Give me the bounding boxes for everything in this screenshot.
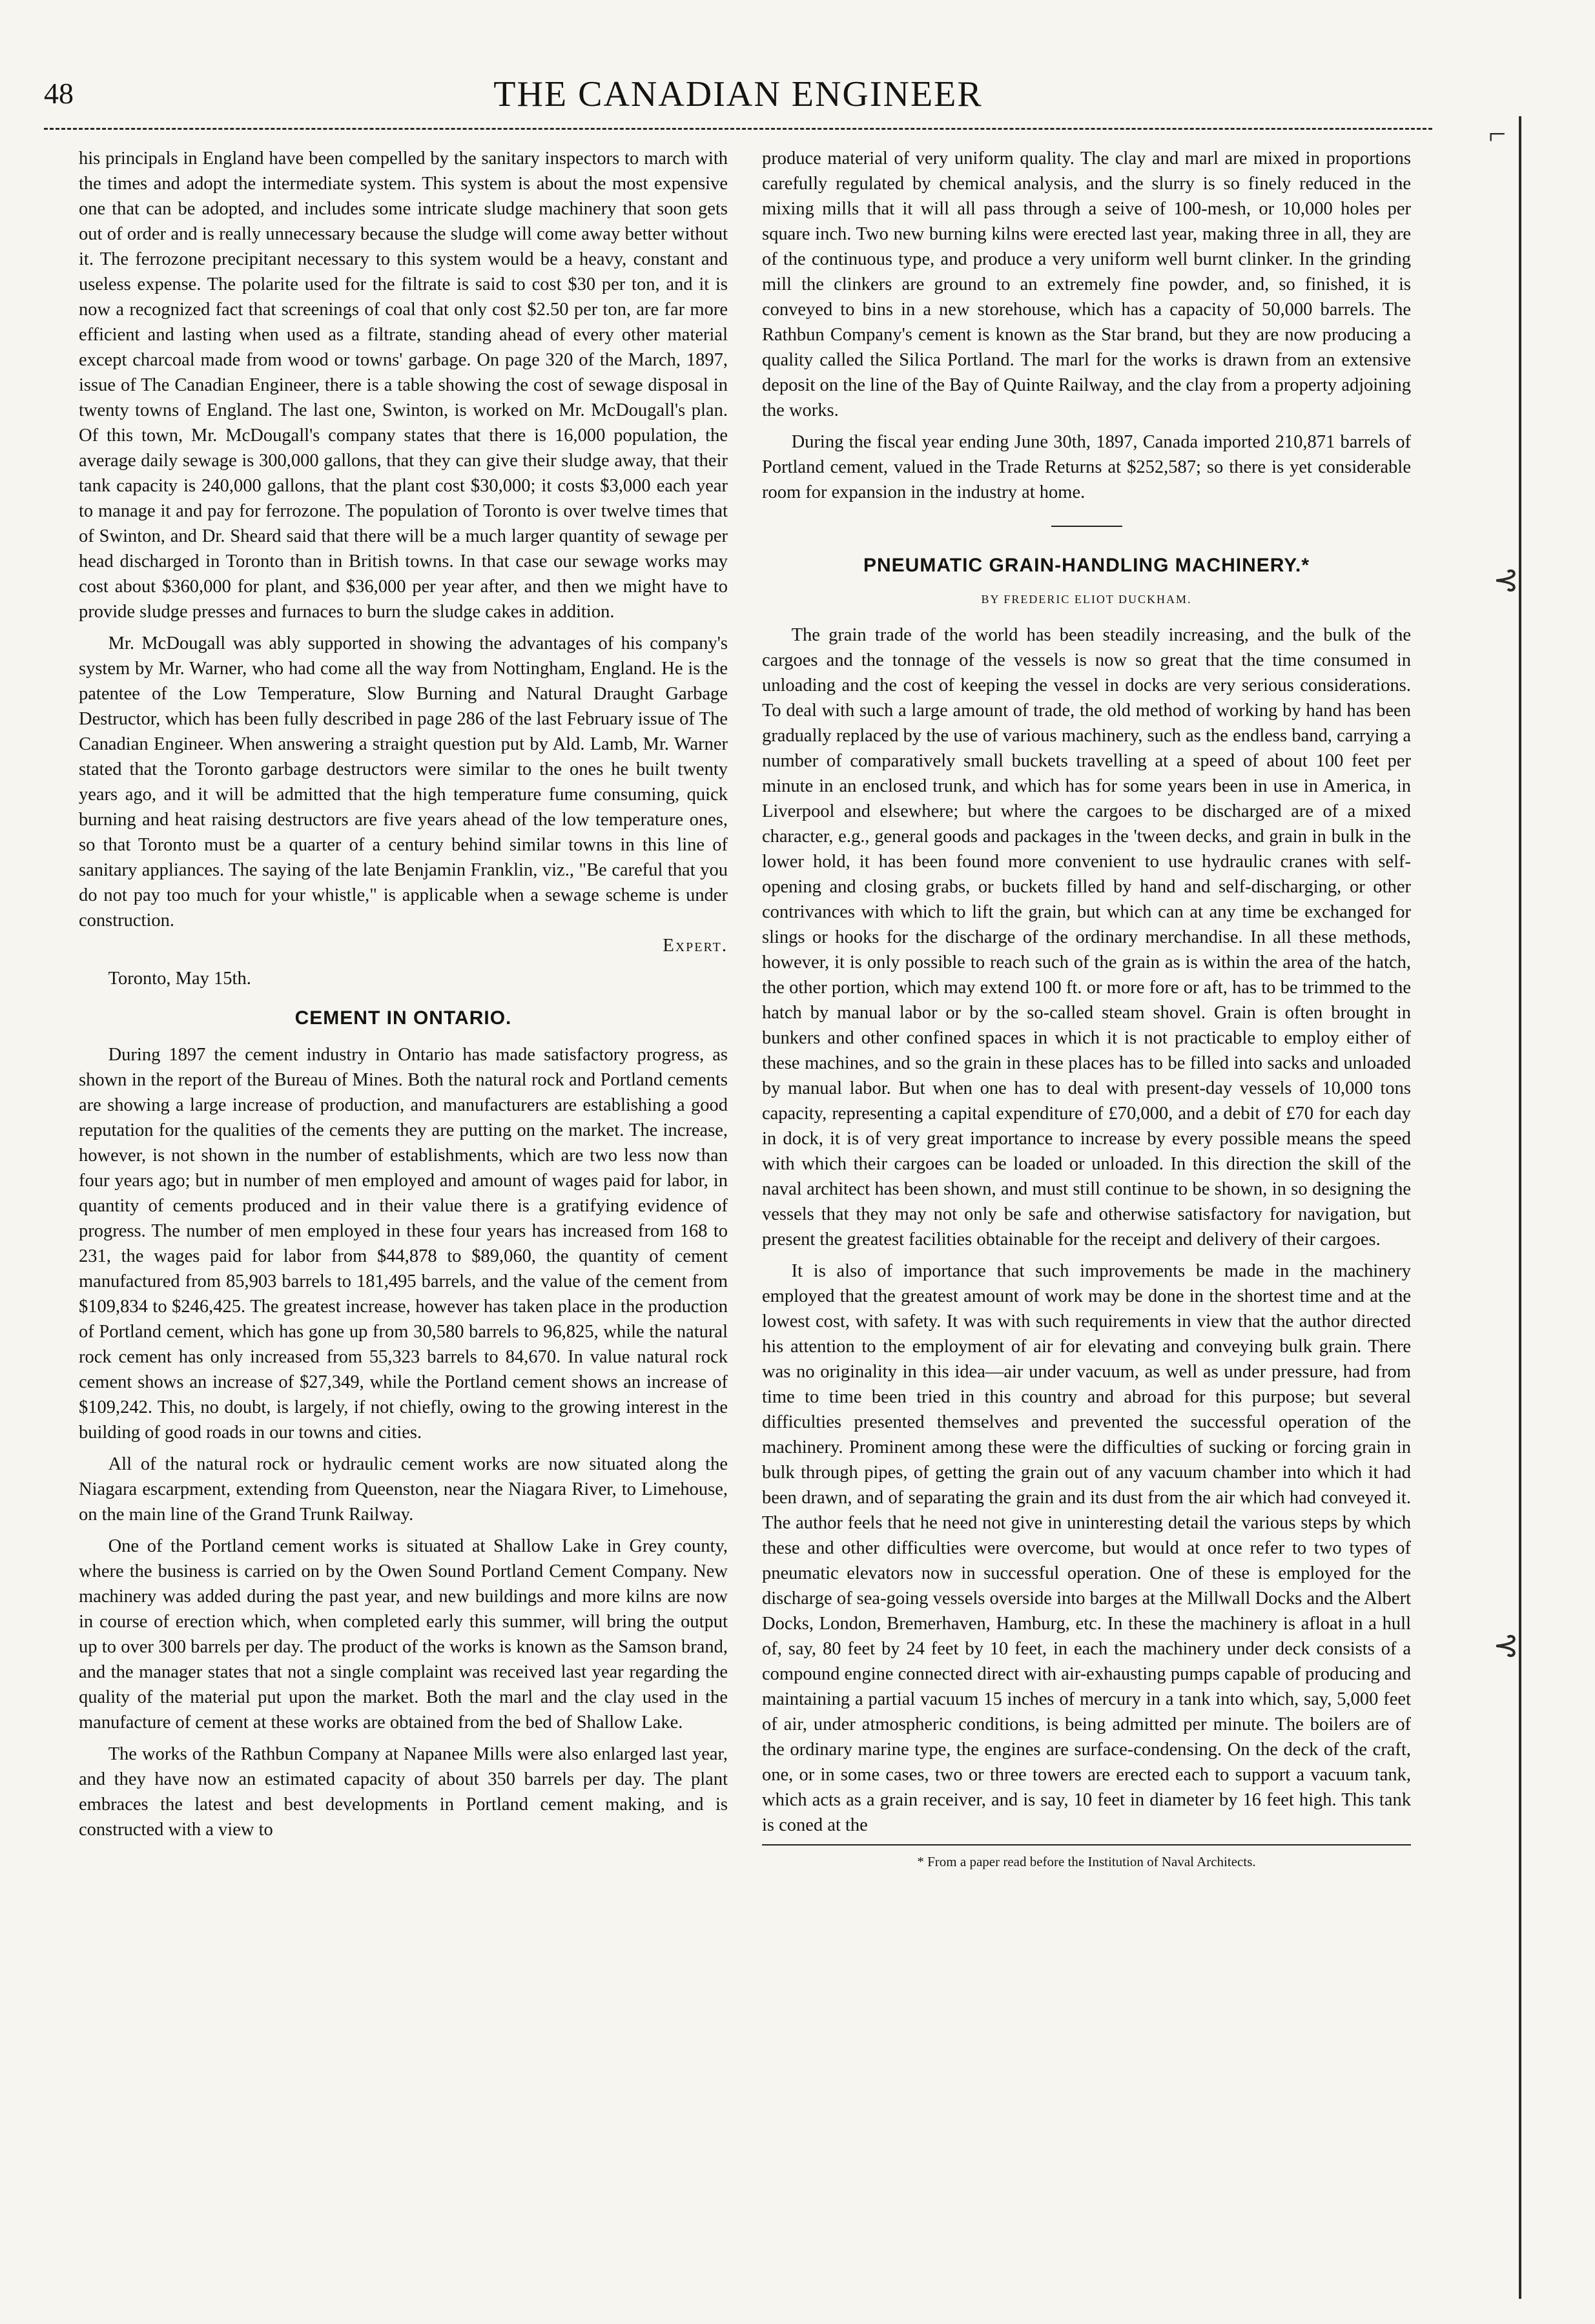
binding-margin-line	[1519, 116, 1521, 2299]
cement-article-title: CEMENT IN ONTARIO.	[294, 1007, 512, 1029]
left-column	[79, 146, 728, 1849]
letter-signature: Expert.	[663, 936, 728, 956]
page-number: 48	[44, 77, 74, 110]
cement-paragraph-4: The works of the Rathbun Company at Napanee Mills were also enlarged last year, and they have now an estimated capacity of about 350 barrels per day. The plant embraces the latest and best developments in Portland cement making, and is constructed with a view to	[79, 1744, 728, 1840]
margin-bracket-mark: ⌐	[1488, 117, 1507, 151]
margin-bracket-mark: ⊰	[1493, 563, 1519, 597]
letter-dateline: Toronto, May 15th.	[108, 969, 251, 989]
cement-paragraph-1: During 1897 the cement industry in Ontario has made satisfactory progress, as shown in the report of the Bureau of Mines. Both the natural rock and Portland cements are showing a large increase of production, and manufacturers are establishing a good reputation for the qualities of the cements they are putting on the market. The increase, however, is not shown in the number of establishments, which are two less now than four years ago; but in number of men employed and amount of wages paid for labor, in quantity of cements produced and in their value there is a gratifying evidence of progress. The number of men employed in these four years has increased from 168 to 231, the wages paid for labor from $44,878 to $89,060, the quantity of cement manufactured from 85,903 barrels to 181,495 barrels, and the value of the cement from $109,834 to $246,425. The greatest increase, however has taken place in the production of Portland cement, which has gone up from 30,580 barrels to 96,825, while the natural rock cement has only increased from 55,323 barrels to 84,670. In value natural rock cement shows an increase of $27,349, while the Portland cement shows an increase of $109,242. This, no doubt, is largely, if not chiefly, owing to the growing interest in the building of good roads in our towns and cities.	[79, 1045, 728, 1443]
cement-paragraph-3: One of the Portland cement works is situated at Shallow Lake in Grey county, where the business is carried on by the Owen Sound Portland Cement Company. New machinery was added during the past year, and new buildings and more kilns are now in course of erection which, when completed early this summer, will bring the output up to over 300 barrels per day. The product of the works is known as the Samson brand, and the manager states that not a single complaint was received last year regarding the quality of the material put upon the market. Both the marl and the clay used in the manufacture of cement at these works are obtained from the bed of Shallow Lake.	[79, 1536, 728, 1733]
journal-title: THE CANADIAN ENGINEER	[493, 74, 983, 114]
grain-article-byline: BY FREDERIC ELIOT DUCKHAM.	[981, 593, 1192, 606]
margin-bracket-mark: ⊰	[1493, 1629, 1519, 1663]
cement-paragraph-2: All of the natural rock or hydraulic cement works are now situated along the Niagara escarpment, extending from Queenston, near the Niagara River, to Limehouse, on the main line of the Grand Trunk Railway.	[79, 1454, 728, 1525]
sewage-paragraph-1: his principals in England have been compelled by the sanitary inspectors to march with the times and adopt the intermediate system. This system is about the most expensive one that can be adopted, and includes some intricate sludge machinery that soon gets out of order and is really unnecessary because the sludge will come away better without it. The ferrozone precipitant necessary to this system would be a heavy, constant and useless expense. The polarite used for the filtrate is said to cost $30 per ton, and it is now a recognized fact that screenings of coal that only cost $2.50 per ton, are far more efficient and lasting when used as a filtrate, standing ahead of every other material except charcoal made from wood or towns' garbage. On page 320 of the March, 1897, issue of The Canadian Engineer, there is a table showing the cost of sewage disposal in twenty towns of England. The last one, Swinton, is worked on Mr. McDougall's plan. Of this town, Mr. McDougall's company states that there is 16,000 population, the average daily sewage is 300,000 gallons, that they can give their sludge away, that their tank capacity is 240,000 gallons, that the plant cost $30,000; it costs $3,000 each year to manage it and pay for ferrozone. The population of Toronto is over twelve times that of Swinton, and Dr. Sheard said that there will be a much larger quantity of sewage per head discharged in Toronto than in British towns. In that case our sewage works may cost about $360,000 for plant, and $36,000 per year after, and then we might have to provide sludge presses and furnaces to burn the sludge cakes in addition.	[79, 149, 728, 622]
grain-paragraph-1: The grain trade of the world has been steadily increasing, and the bulk of the cargoes and the tonnage of the vessels is now so great that the time consumed in unloading and the cost of keeping the vessel in docks are very serious considerations. To deal with such a large amount of trade, the old method of working by hand has been gradually replaced by the use of various machinery, such as the endless band, carrying a number of comparatively small buckets travelling at a speed of about 100 feet per minute in an enclosed trunk, and which has for some years been in use in America, in Liverpool and elsewhere; but where the cargoes to be discharged are of a mixed character, e.g., general goods and packages in the 'tween decks, and grain in bulk in the lower hold, it has been found more convenient to use hydraulic cranes with self-opening and closing grabs, or buckets filled by hand and self-discharging, or other contrivances with which to lift the grain, but which can at any time be exchanged for slings or hooks for the discharge of the ordinary merchandise. In all these methods, however, it is only possible to reach such of the grain as is within the area of the hatch, the other portion, which may extend 100 ft. or more fore or aft, has to be trimmed to the hatch by manual labor or by the so-called steam shovel. Grain is often brought in bunkers and other confined spaces in which it is not practicable to employ either of these machines, and so the grain in these places has to be filled into sacks and unloaded by manual labor. But when one has to deal with present-day vessels of 10,000 tons capacity, representing a capital expenditure of £70,000, and a debit of £70 for each day in dock, it is of very great importance to increase by every possible means the speed with which their cargoes can be loaded or unloaded. In this direction the skill of the naval architect has been shown, and must still continue to be shown, in so designing the vessels that they may not only be safe and otherwise satisfactory for navigation, but present the greatest facilities obtainable for the receipt and delivery of their cargoes.	[762, 625, 1411, 1249]
footnote: * From a paper read before the Institution of Naval Architects.	[917, 1854, 1256, 1869]
cement-paragraph-6: During the fiscal year ending June 30th, 1897, Canada imported 210,871 barrels of Portland cement, valued in the Trade Returns at $252,587; so there is yet considerable room for expansion in the industry at home.	[762, 432, 1411, 502]
page-header	[44, 76, 1432, 121]
right-column	[762, 146, 1411, 1875]
cement-paragraph-5: produce material of very uniform quality. The clay and marl are mixed in proportions carefully regulated by chemical analysis, and the slurry is so finely reduced in the mixing mills that it will all pass through a seive of 100-mesh, or 10,000 holes per square inch. Two new burning kilns were erected last year, making three in all, they are of the continuous type, and produce a very uniform well burnt clinker. In the grinding mill the clinkers are ground to an extremely fine powder, and, so finished, it is conveyed to bins in a new storehouse, which has a capacity of 50,000 barrels. The Rathbun Company's cement is known as the Star brand, but they are now producing a quality called the Silica Portland. The marl for the works is drawn from an extensive deposit on the line of the Bay of Quinte Railway, and the clay from a property adjoining the works.	[762, 149, 1411, 420]
footnote-rule	[762, 1844, 1411, 1846]
grain-article-title: PNEUMATIC GRAIN-HANDLING MACHINERY.*	[863, 555, 1310, 576]
grain-paragraph-2: It is also of importance that such improvements be made in the machinery employed that the greatest amount of work may be done in the shortest time and at the lowest cost, with safety. It was with such requirements in view that the author directed his attention to the employment of air for elevating and conveying bulk grain. There was no originality in this idea—air under vacuum, as well as under pressure, had from time to time been tried in this country and abroad for this purpose; but several difficulties presented themselves and prevented the successful operation of the machinery. Prominent among these were the difficulties of sucking or forcing grain in bulk through pipes, of getting the grain out of any vacuum chamber into which it had been drawn, and of separating the grain and its dust from the air which had conveyed it. The author feels that he need not give in uninteresting detail the various steps by which these and other difficulties were overcome, but would at once refer to two types of pneumatic elevators now in successful operation. One of these is employed for the discharge of sea-going vessels overside into barges at the Millwall Docks and the Albert Docks, London, Bremerhaven, Hamburg, etc. In these the machinery is afloat in a hull of, say, 80 feet by 24 feet by 10 feet, in each the machinery under deck consists of a compound engine connected direct with air-exhausting pumps capable of producing and maintaining a partial vacuum 15 inches of mercury in a tank into which, say, 5,000 feet of air, under atmospheric conditions, is being admitted per minute. The boilers are of the ordinary marine type, the engines are surface-condensing. On the deck of the craft, one, or in some cases, two or three towers are erected each to support a vacuum tank, which acts as a grain receiver, and is say, 10 feet in diameter by 16 feet high. This tank is coned at the	[762, 1261, 1411, 1835]
header-rule	[44, 128, 1432, 130]
section-divider	[1051, 526, 1122, 527]
sewage-paragraph-2: Mr. McDougall was ably supported in showing the advantages of his company's system by Mr. Warner, who had come all the way from Nottingham, England. He is the patentee of the Low Temperature, Slow Burning and Natural Draught Garbage Destructor, which has been fully described in page 286 of the last February issue of The Canadian Engineer. When answering a straight question put by Ald. Lamb, Mr. Warner stated that the Toronto garbage destructors were similar to the ones he built twenty years ago, and it will be admitted that the high temperature fume consuming, quick burning and heat raising destructors are five years ahead of the low temperature ones, so that Toronto must be a quarter of a century behind similar towns in this line of sanitary appliances. The saying of the late Benjamin Franklin, viz., "Be careful that you do not pay too much for your whistle," is applicable when a sewage scheme is under construction.	[79, 633, 728, 931]
